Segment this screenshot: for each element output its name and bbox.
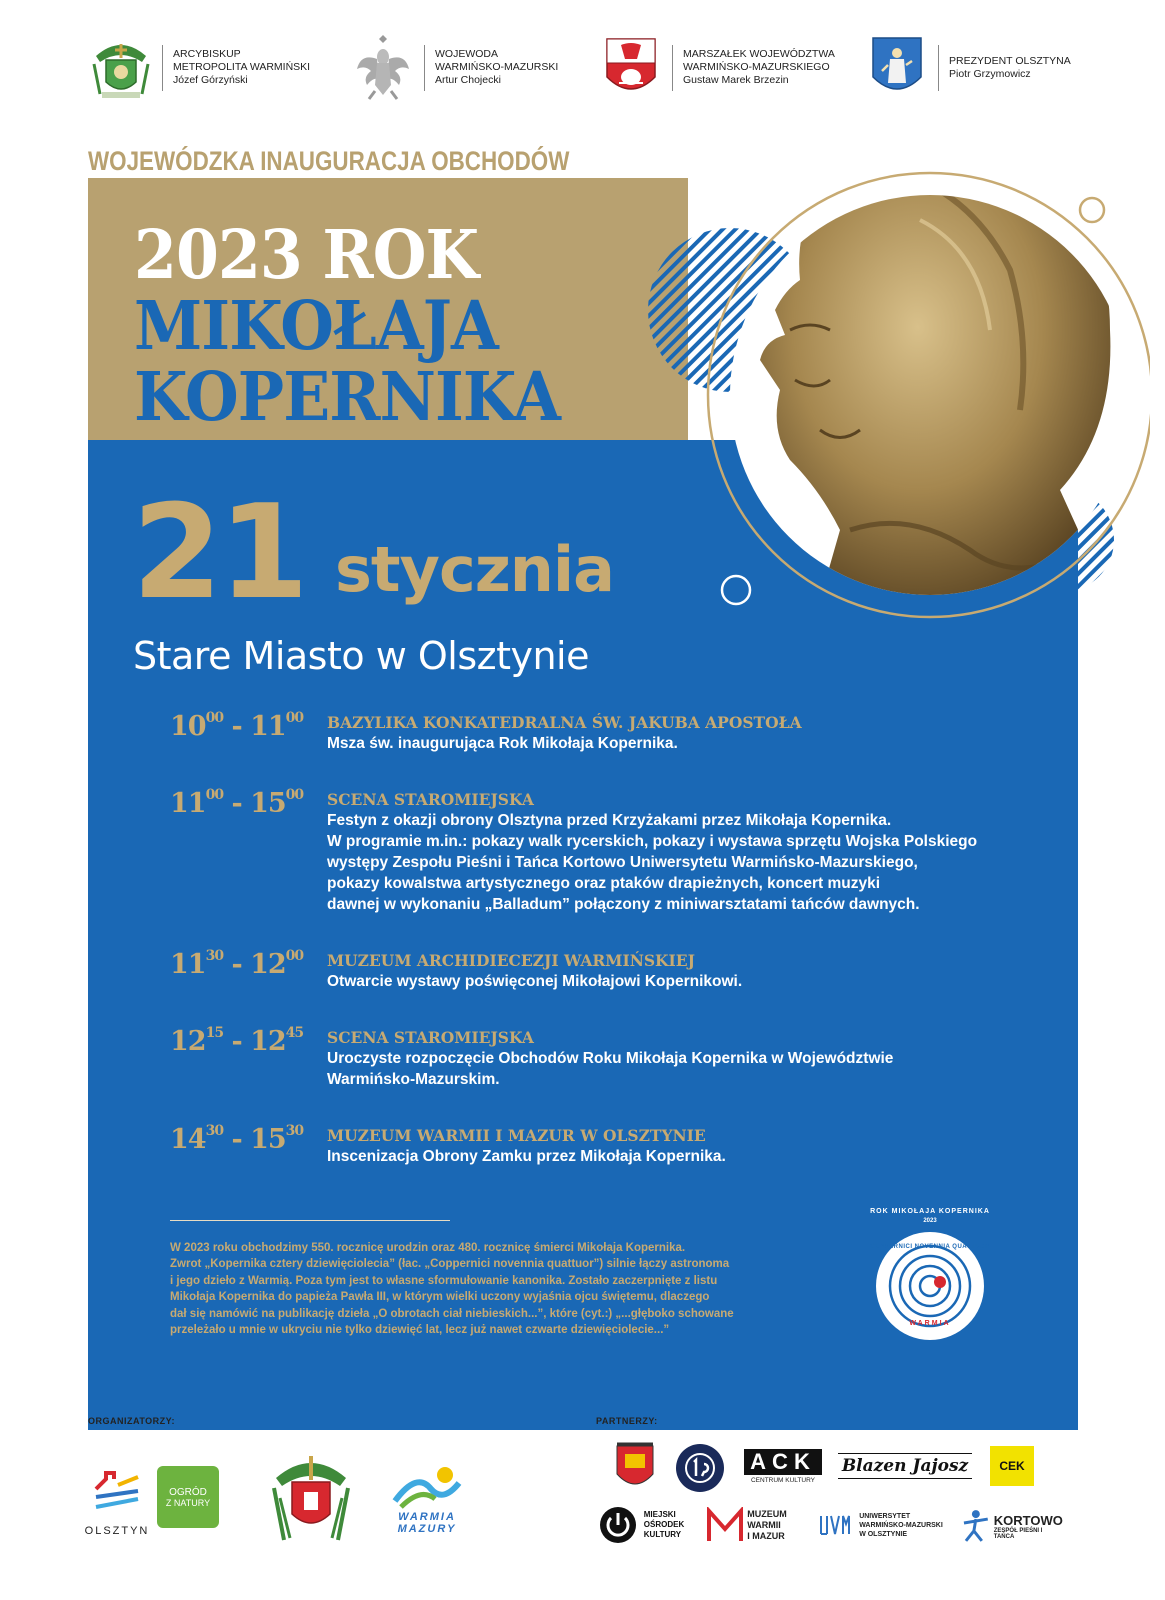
patron-title: MARSZAŁEK WOJEWÓDZTWA [683, 48, 835, 60]
mok-logo [586, 1500, 696, 1550]
event-time: $14^{30} - 15^{30}$ [170, 1123, 304, 1155]
patron-title: PREZYDENT OLSZTYNA [949, 54, 1071, 67]
uwm-logo-text: UNIWERSYTET WARMIŃSKO-MAZURSKI W OLSZTYNIE [859, 1512, 943, 1538]
event-label: WOJEWÓDZKA INAUGURACJA OBCHODÓW [88, 146, 570, 176]
olsztyn-coat-of-arms-icon [866, 33, 928, 103]
orbit-dot [722, 576, 750, 604]
event-description: Msza św. inaugurująca Rok Mikołaja Kopernika. [327, 735, 678, 752]
patron-marshal [600, 30, 835, 105]
uwm-logo [810, 1502, 950, 1548]
ogrod-z-natury-logo [157, 1466, 219, 1528]
patron-separator [424, 45, 425, 91]
warmia-mazury-logo [382, 1450, 472, 1546]
patron-separator [672, 45, 673, 91]
event-description: Otwarcie wystawy poświęconej Mikołajowi Kopernikowi. [327, 973, 743, 990]
kortowo-logo [960, 1504, 1064, 1548]
event-month: stycznia [335, 533, 615, 606]
patron-title: WARMIŃSKO-MAZURSKIEGO [683, 61, 830, 73]
patron-name: Piotr Grzymowicz [949, 67, 1031, 80]
partners-label: PARTNERZY: [596, 1416, 658, 1426]
badge-bottom-text: WARMIA [909, 1320, 951, 1327]
event-place: Stare Miasto w Olsztynie [133, 634, 589, 678]
badge-year: 2023 [923, 1218, 937, 1224]
ack-logo [746, 1446, 820, 1486]
event-time: $11^{30} - 12^{00}$ [170, 948, 304, 980]
patron-mayor [866, 30, 1071, 105]
patron-title: WOJEWODA [435, 48, 498, 60]
badge-top-text: ROK MIKOŁAJA KOPERNIKA [870, 1208, 990, 1215]
patron-title: WARMIŃSKO-MAZURSKI [435, 61, 559, 73]
badge-target-icon [860, 1220, 1000, 1360]
partner-19-icon [682, 1450, 718, 1486]
muzeum-warmii-logo [702, 1502, 792, 1548]
mok-logo-text: MIEJSKI OŚRODEK KULTURY [643, 1510, 685, 1539]
patron-title: METROPOLITA WARMIŃSKI [173, 61, 311, 73]
patron-archbishop [90, 30, 310, 105]
patron-text [683, 48, 835, 87]
olsztyn-logo-icon [92, 1469, 142, 1517]
muzeum-m-icon [707, 1507, 743, 1543]
ack-logo-text: ACK [744, 1449, 822, 1475]
warmia-text: WARMIA [398, 1511, 456, 1523]
patron-name: Artur Chojecki [435, 74, 501, 86]
cek-logo-text: CEK [999, 1459, 1025, 1473]
title-surname: KOPERNIKA [134, 357, 560, 436]
patron-name: Józef Górzyński [173, 74, 248, 86]
voivodeship-coat-of-arms-icon [600, 33, 662, 103]
ogrod-text-1: OGRÓD [169, 1486, 207, 1498]
patron-title: ARCYBISKUP [173, 48, 241, 60]
event-description: Inscenizacja Obrony Zamku przez Mikołaja Kopernika. [327, 1148, 726, 1165]
archdiocese-coat-of-arms-logo [266, 1448, 356, 1548]
coppernici-badge [860, 1208, 1000, 1348]
patron-text [949, 55, 1071, 81]
uwm-icon [817, 1510, 853, 1540]
event-venue: SCENA STAROMIEJSKA [327, 790, 534, 809]
event-time: $11^{00} - 15^{00}$ [170, 787, 304, 819]
partner-crest-icon [615, 1442, 655, 1494]
patron-text [435, 48, 558, 87]
badge-ring-text: COPPERNICI NOVENNIA QUATTUOR [870, 1244, 990, 1250]
olsztyn-logo [86, 1458, 148, 1548]
patron-name: Gustaw Marek Brzezin [683, 74, 789, 86]
cek-logo [990, 1446, 1034, 1486]
archbishop-coat-of-arms-icon [90, 33, 152, 103]
title-name: MIKOŁAJA [134, 286, 498, 365]
event-venue: MUZEUM ARCHIDIECEZJI WARMIŃSKIEJ [327, 951, 695, 970]
mazury-text: MAZURY [397, 1523, 457, 1535]
event-day: 21 [132, 476, 305, 628]
kortowo-logo-text: KORTOWO ZESPÓŁ PIEŚNI I TAŃCA [993, 1512, 1063, 1540]
partner-19-logo [676, 1444, 724, 1492]
muzeum-logo-text: MUZEUM WARMII I MAZUR [747, 1508, 787, 1541]
event-time: $10^{00} - 11^{00}$ [170, 710, 304, 742]
event-description: Uroczyste rozpoczęcie Obchodów Roku Mikołaja Kopernika w Województwie Warmińsko-Mazurskim. [327, 1050, 894, 1088]
olsztyn-logo-text: OLSZTYN [84, 1525, 150, 1537]
footnote-divider [170, 1220, 450, 1221]
event-description: Festyn z okazji obrony Olsztyna przed Krzyżakami przez Mikołaja Kopernika. W programie m.in.: pokazy walk rycerskich, pokazy i wystawa sprzętu Wojska Polskiego występy Zespołu Pieśni i Tańca Kortowo Uniwersytetu Warmińsko-Mazurskiego, pokazy kowalstwa artystycznego oraz ptaków drapieżnych, koncert muzyki dawnej w wykonaniu „Balladum” połączony z miniwarsztatami tańców dawnych. [327, 812, 978, 913]
archdiocese-coat-of-arms-icon [266, 1448, 356, 1548]
orbit-dot [1080, 198, 1104, 222]
patron-text [173, 48, 310, 87]
event-venue: BAZYLIKA KONKATEDRALNA ŚW. JAKUBA APOSTOŁA [327, 713, 802, 732]
blazen-jajosz-logo [842, 1446, 968, 1486]
event-time: $12^{15} - 12^{45}$ [170, 1025, 304, 1057]
ogrod-text-2: Z NATURY [165, 1497, 211, 1508]
power-icon [598, 1505, 638, 1545]
blazen-logo-text: Blazen Jajosz [838, 1453, 972, 1479]
ack-logo-subtext: CENTRUM KULTURY [750, 1476, 816, 1484]
patron-separator [938, 45, 939, 91]
title-year: 2023 ROK [134, 215, 479, 294]
event-venue: MUZEUM WARMII I MAZUR W OLSZTYNIE [327, 1126, 706, 1145]
patron-separator [162, 45, 163, 91]
event-venue: SCENA STAROMIEJSKA [327, 1028, 534, 1047]
organizers-label: ORGANIZATORZY: [88, 1416, 175, 1426]
polish-eagle-icon [352, 33, 414, 103]
dancer-icon [960, 1509, 990, 1543]
warmia-mazury-icon [387, 1461, 467, 1511]
copernicus-portrait-graphic [590, 130, 1150, 650]
patron-voivode [352, 30, 558, 105]
partner-crest-logo [612, 1440, 658, 1496]
footnote-text: W 2023 roku obchodzimy 550. rocznicę urodzin oraz 480. rocznicę śmierci Mikołaja Kopernika. Zwrot „Kopernika cztery dziewięciolecia” (łac. „Coppernici novennia quattuor”) silnie łączy astronoma i jego dzieło z Warmią. Poza tym jest to własne sformułowanie kanonika. Zostało zaczerpnięte z listu Mikołaja Kopernika do papieża Pawła III, w którym wielki uczony wyjaśnia ojcu świętemu, dlaczego dał się namówić na publikację dzieła „O obrotach ciał niebieskich...”, które (cyt.:) „...głęboko schowane przeleżało u mnie w ukryciu nie tylko dziewięć lat, lecz już nawet czwarte dziewięciolecie...” [170, 1242, 734, 1337]
